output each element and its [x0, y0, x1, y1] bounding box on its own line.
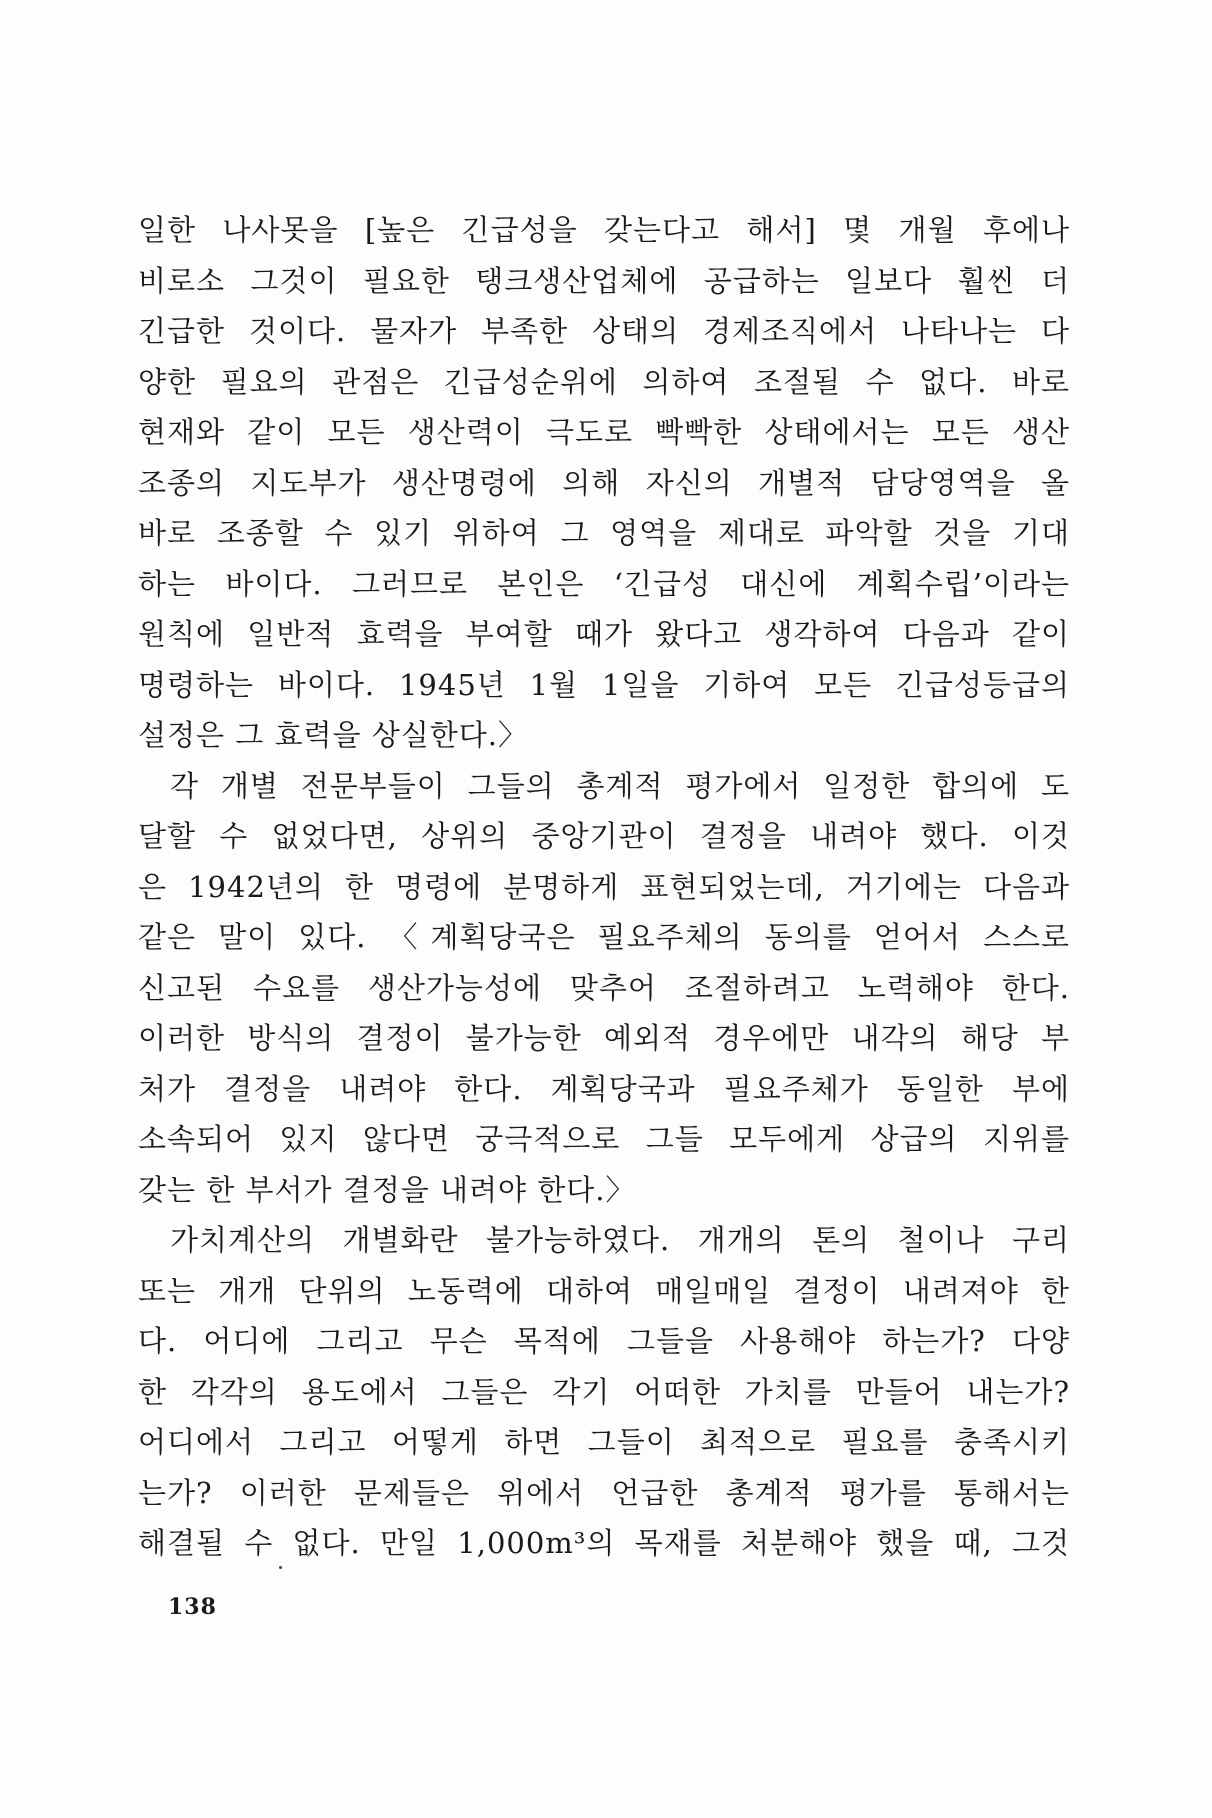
- text-line: 는가? 이러한 문제들은 위에서 언급한 총계적 평가를 통해서는: [138, 1475, 1070, 1510]
- text-line: 한 각각의 용도에서 그들은 각기 어떠한 가치를 만들어 내는가?: [138, 1374, 1070, 1409]
- text-line: 다. 어디에 그리고 무슨 목적에 그들을 사용해야 하는가? 다양: [138, 1324, 1070, 1358]
- body-text: [138, 205, 1070, 1569]
- print-speck: [279, 1566, 282, 1569]
- text-line: 각 개별 전문부들이 그들의 총계적 평가에서 일정한 합의에 도: [170, 768, 1070, 803]
- text-line: 일한 나사못을 [높은 긴급성을 갖는다고 해서] 몇 개월 후에나: [138, 213, 1070, 247]
- text-line: 긴급한 것이다. 물자가 부족한 상태의 경제조직에서 나타나는 다: [138, 314, 1070, 348]
- text-line: 해결될 수 없다. 만일 1,000m³의 목재를 처분해야 했을 때, 그것: [138, 1526, 1070, 1560]
- text-line: 처가 결정을 내려야 한다. 계획당국과 필요주체가 동일한 부에: [138, 1071, 1070, 1106]
- page-number: 138: [168, 1594, 217, 1620]
- text-line: 설정은 그 효력을 상실한다.〉: [138, 718, 529, 752]
- text-line: 이러한 방식의 결정이 불가능한 예외적 경우에만 내각의 해당 부: [138, 1021, 1070, 1055]
- text-line: 양한 필요의 관점은 긴급성순위에 의하여 조절될 수 없다. 바로: [138, 364, 1070, 399]
- text-line: 신고된 수요를 생산가능성에 맞추어 조절하려고 노력해야 한다.: [138, 970, 1070, 1005]
- text-line: 조종의 지도부가 생산명령에 의해 자신의 개별적 담당영역을 올: [138, 465, 1070, 500]
- text-line: 은 1942년의 한 명령에 분명하게 표현되었는데, 거기에는 다음과: [138, 869, 1070, 904]
- text-line: 바로 조종할 수 있기 위하여 그 영역을 제대로 파악할 것을 기대: [138, 516, 1070, 550]
- text-line: 또는 개개 단위의 노동력에 대하여 매일매일 결정이 내려져야 한: [138, 1273, 1070, 1308]
- text-line: 소속되어 있지 않다면 궁극적으로 그들 모두에게 상급의 지위를: [138, 1122, 1070, 1156]
- text-line: 갖는 한 부서가 결정을 내려야 한다.〉: [138, 1172, 636, 1207]
- text-line: 현재와 같이 모든 생산력이 극도로 빡빡한 상태에서는 모든 생산: [138, 415, 1070, 449]
- text-line: 가치계산의 개별화란 불가능하였다. 개개의 톤의 철이나 구리: [170, 1223, 1070, 1257]
- text-line: 하는 바이다. 그러므로 본인은 ‘긴급성 대신에 계획수립’이라는: [138, 566, 1070, 601]
- text-line: 같은 말이 있다. 〈계획당국은 필요주체의 동의를 얻어서 스스로: [138, 920, 1070, 954]
- text-line: 달할 수 없었다면, 상위의 중앙기관이 결정을 내려야 했다. 이것: [138, 819, 1070, 853]
- text-line: 명령하는 바이다. 1945년 1월 1일을 기하여 모든 긴급성등급의: [138, 667, 1070, 702]
- text-line: 어디에서 그리고 어떻게 하면 그들이 최적으로 필요를 충족시키: [138, 1425, 1070, 1459]
- text-line: 비로소 그것이 필요한 탱크생산업체에 공급하는 일보다 훨씬 더: [138, 263, 1070, 298]
- text-line: 원칙에 일반적 효력을 부여할 때가 왔다고 생각하여 다음과 같이: [138, 617, 1070, 651]
